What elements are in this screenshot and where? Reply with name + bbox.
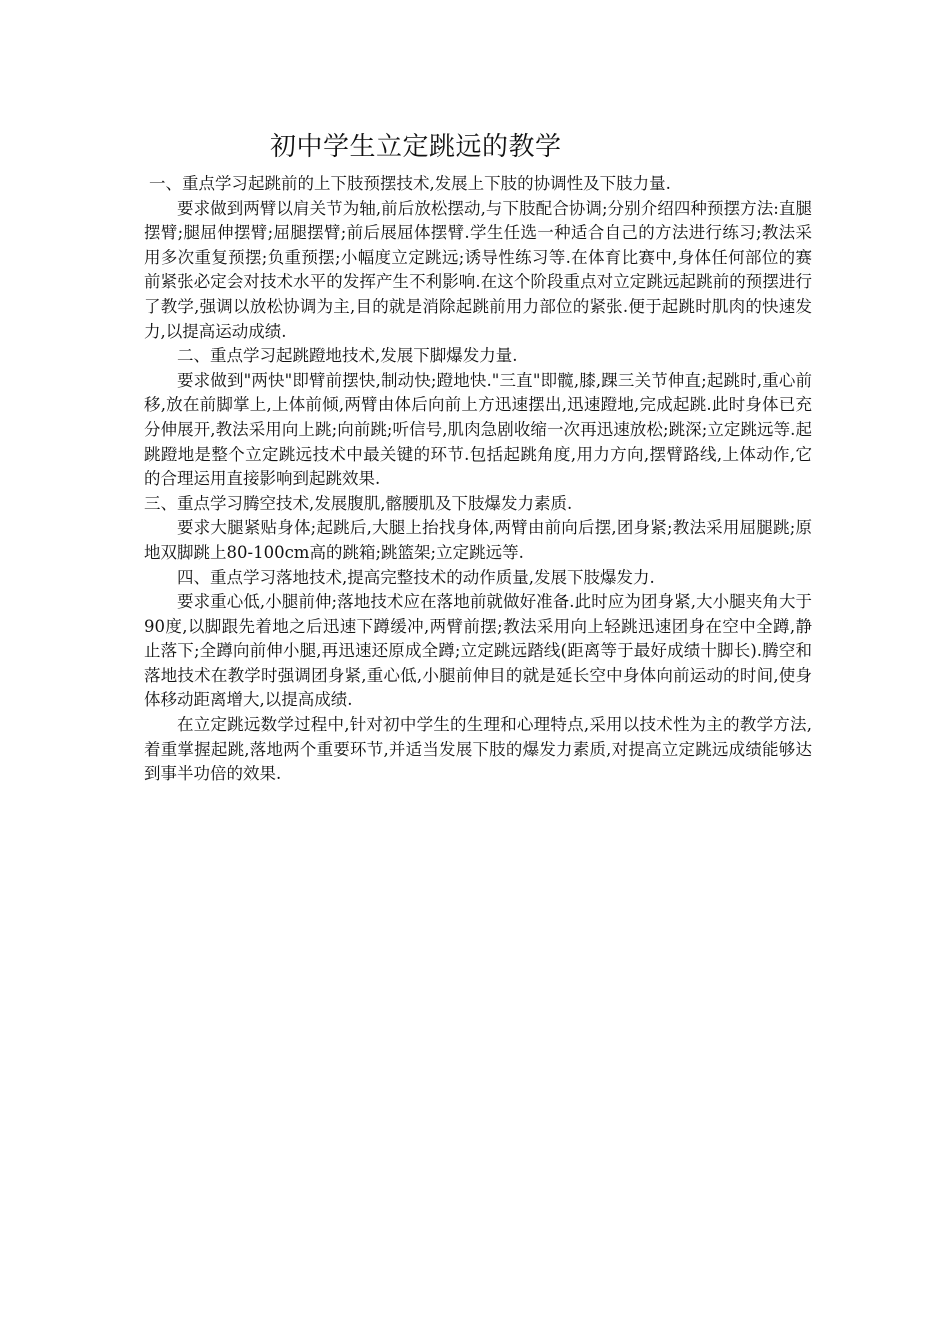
document-body	[144, 172, 812, 787]
section-1-heading: 一、重点学习起跳前的上下肢预摆技术,发展上下肢的协调性及下肢力量.	[148, 174, 671, 193]
section-4-body: 要求重心低,小腿前伸;落地技术应在落地前就做好准备.此时应为团身紧,大小腿夹角大于90度,以脚跟先着地之后迅速下蹲缓冲,两臂前摆;教法采用向上轻跳迅速团身在空中全蹲,静止落下;全蹲向前伸小腿,再迅速还原成全蹲;立定跳远踏线(距离等于最好成绩十脚长).腾空和落地技术在教学时强调团身紧,重心低,小腿前伸目的就是延长空中身体向前运动的时间,使身体移动距离增大,以提高成绩.	[144, 592, 812, 710]
section-2-body: 要求做到"两快"即臂前摆快,制动快;蹬地快."三直"即髋,膝,踝三关节伸直;起跳时,重心前移,放在前脚掌上,上体前倾,两臂由体后向前上方迅速摆出,迅速蹬地,完成起跳.此时身体已充分伸展开,教法采用向上跳;向前跳;听信号,肌肉急剧收缩一次再迅速放松;跳深;立定跳远等.起跳蹬地是整个立定跳远技术中最关键的环节.包括起跳角度,用力方向,摆臂路线,上体动作,它的合理运用直接影响到起跳效果.	[144, 370, 812, 489]
section-2-heading: 二、重点学习起跳蹬地技术,发展下脚爆发力量.	[177, 346, 518, 366]
section-1-body: 要求做到两臂以肩关节为轴,前后放松摆动,与下肢配合协调;分别介绍四种预摆方法:直腿摆臂;腿屈伸摆臂;屈腿摆臂;前后展屈体摆臂.学生任选一种适合自己的方法进行练习;教法采用多次重复预摆;负重预摆;小幅度立定跳远;诱导性练习等.在体育比赛中,身体任何部位的赛前紧张必定会对技术水平的发挥产生不利影响.在这个阶段重点对立定跳远起跳前的预摆进行了教学,强调以放松协调为主,目的就是消除起跳前用力部位的紧张.便于起跳时肌肉的快速发力,以提高运动成绩.	[144, 198, 812, 341]
section-3-heading: 三、重点学习腾空技术,发展腹肌,髂腰肌及下肢爆发力素质.	[144, 493, 573, 513]
section-4-heading: 四、重点学习落地技术,提高完整技术的动作质量,发展下肢爆发力.	[177, 567, 655, 587]
section-3-body: 要求大腿紧贴身体;起跳后,大腿上抬找身体,两臂由前向后摆,团身紧;教法采用屈腿跳;原地双脚跳上80-100cm高的跳箱;跳篮架;立定跳远等.	[144, 518, 812, 562]
conclusion-paragraph: 在立定跳远数学过程中,针对初中学生的生理和心理特点,采用以技术性为主的教学方法,着重掌握起跳,落地两个重要环节,并适当发展下肢的爆发力素质,对提高立定跳远成绩能够达到事半功倍的效果.	[144, 715, 812, 784]
document-title: 初中学生立定跳远的教学	[270, 132, 562, 162]
